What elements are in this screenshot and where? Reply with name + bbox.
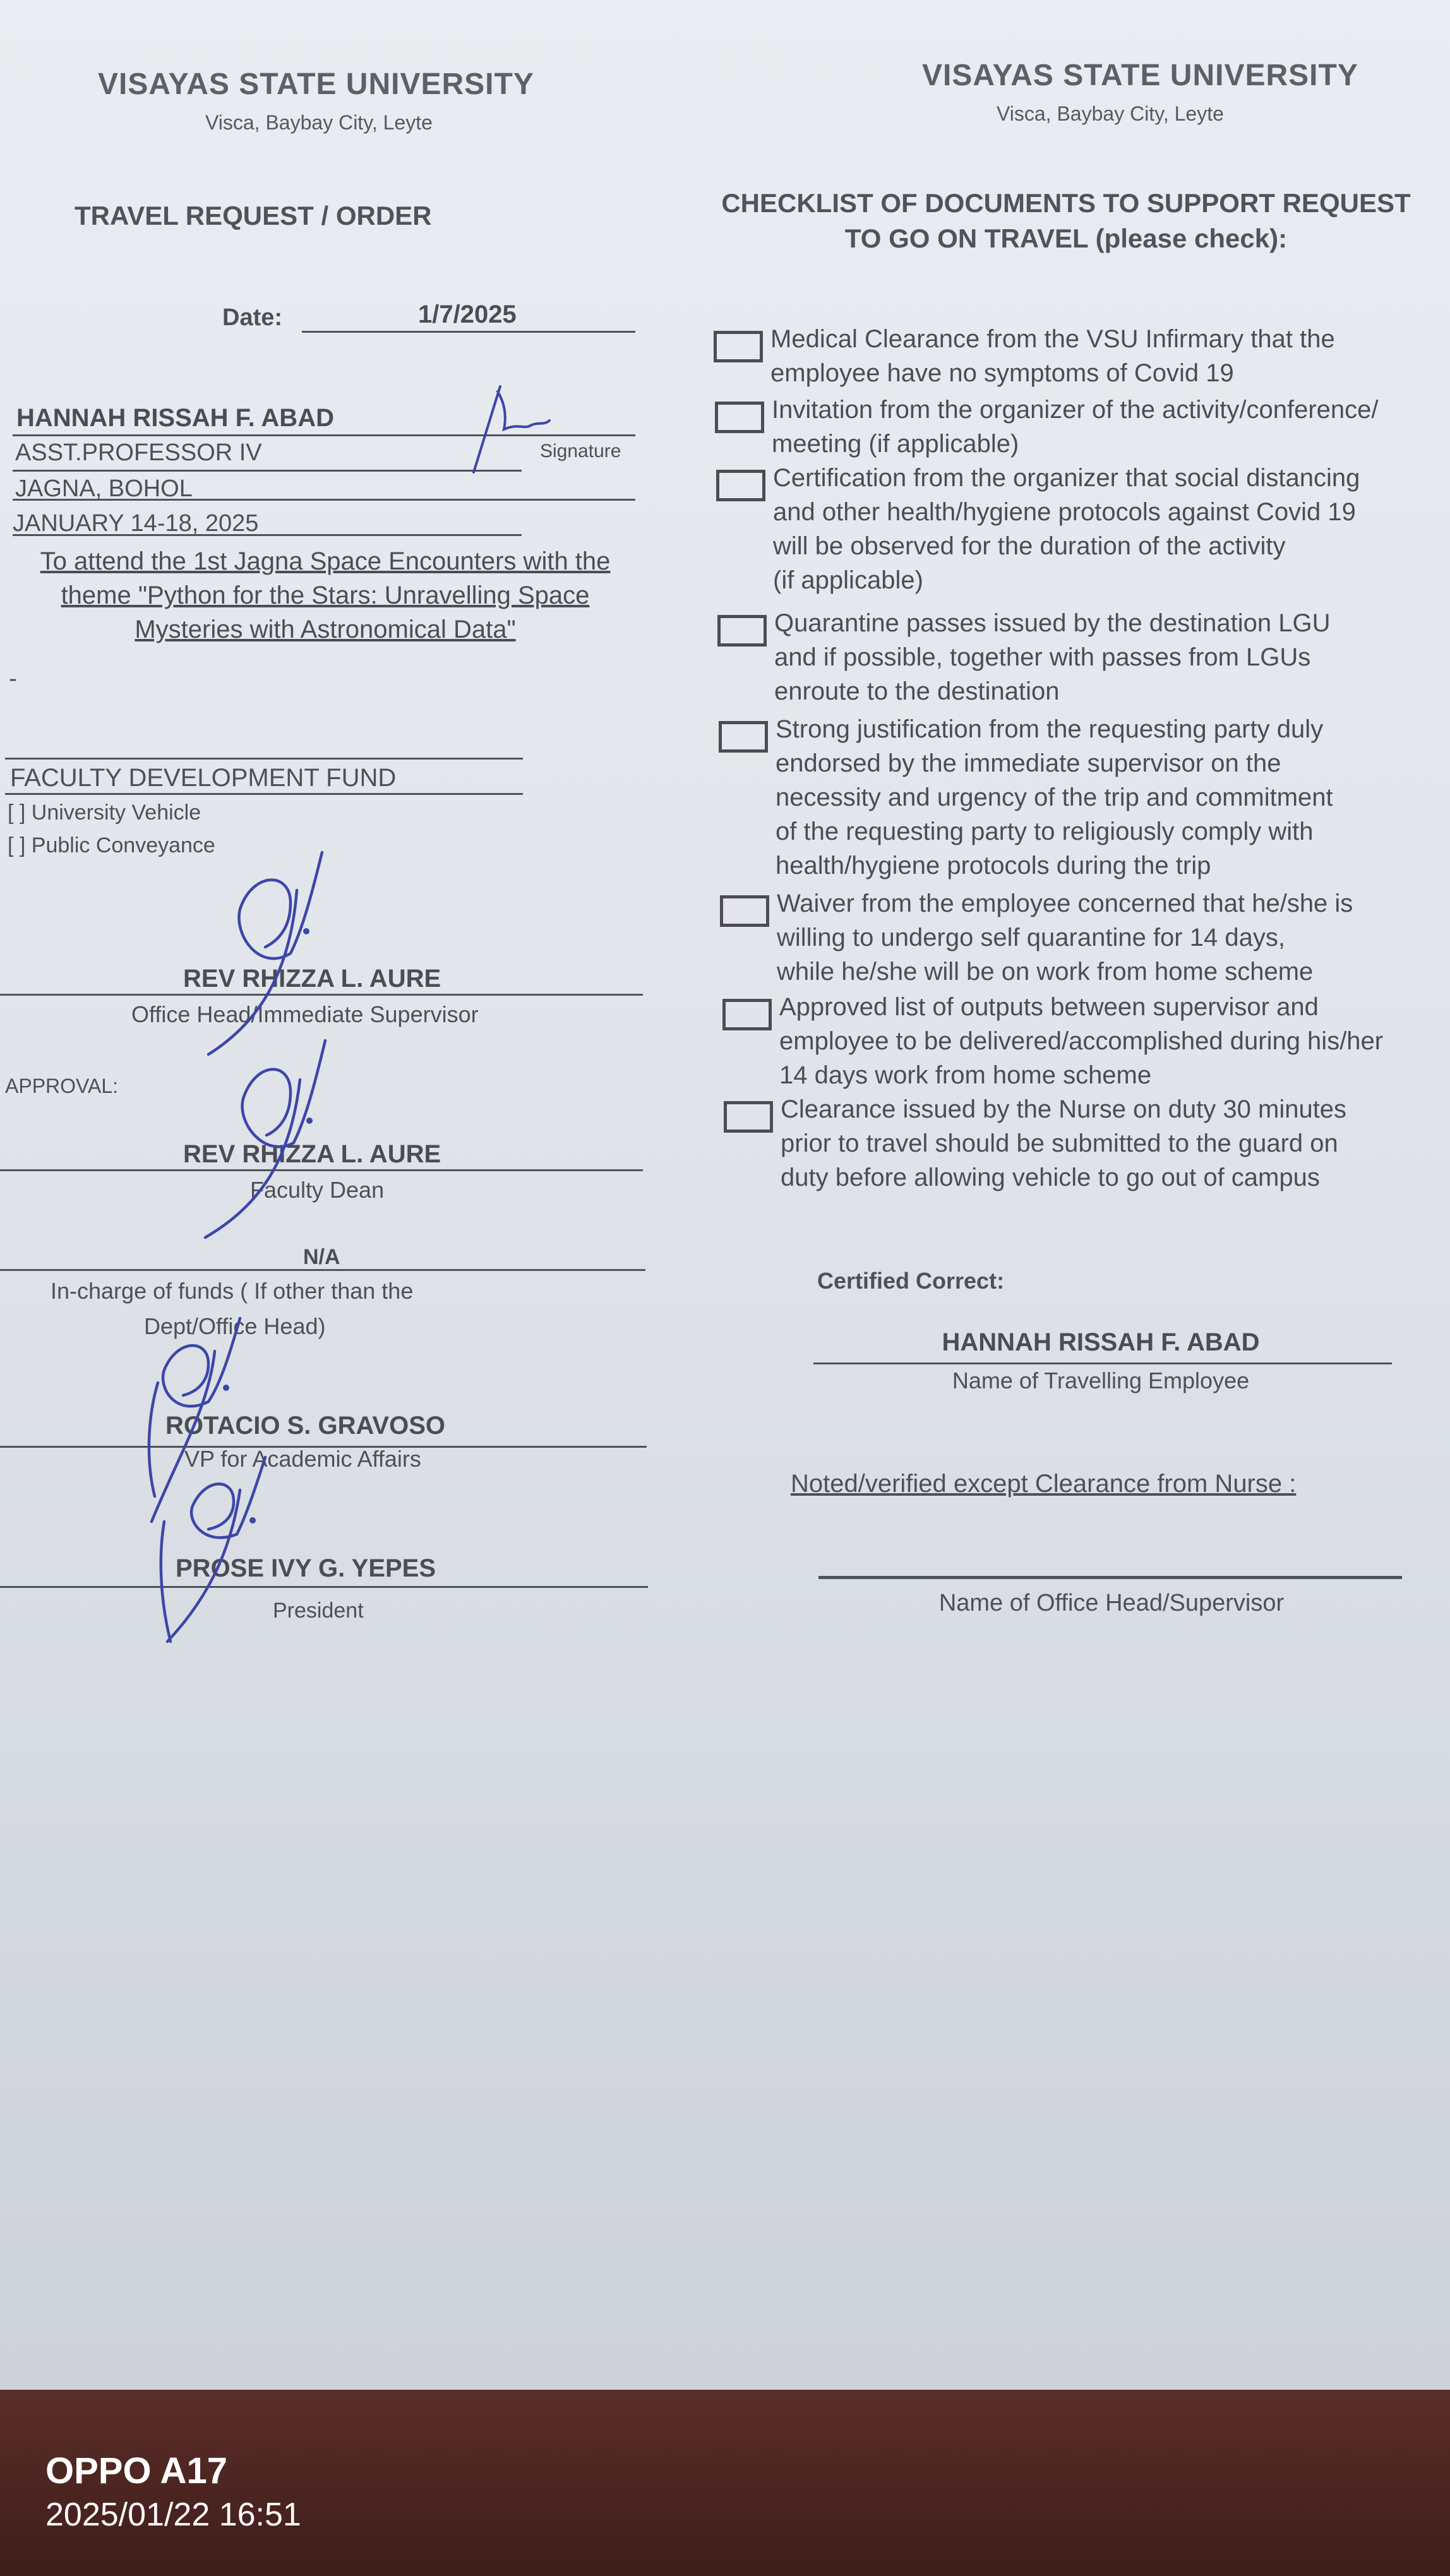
certified-correct-label: Certified Correct: xyxy=(817,1268,1005,1294)
travel-purpose: To attend the 1st Jagna Space Encounters with the theme "Python for the Stars: Unravelling Space Mysteries with Astronomical Data" xyxy=(40,547,611,643)
dash-mark: - xyxy=(9,665,17,692)
vehicle-option-university: [ ] University Vehicle xyxy=(8,801,201,825)
checklist-item-text: Approved list of outputs between supervisor and xyxy=(779,993,1319,1021)
employee-name: HANNAH RISSAH F. ABAD xyxy=(16,404,334,432)
checklist-item-text: will be observed for the duration of the activity xyxy=(773,532,1286,560)
right-university-address: Visca, Baybay City, Leyte xyxy=(997,102,1224,125)
camera-timestamp: 2025/01/22 16:51 xyxy=(45,2496,301,2533)
approval-label: APPROVAL: xyxy=(5,1075,119,1097)
checklist-item-text: Clearance issued by the Nurse on duty 30 minutes xyxy=(781,1095,1347,1123)
office-head-line xyxy=(818,1576,1402,1579)
date-label: Date: xyxy=(222,304,283,331)
checklist-item-text: Certification from the organizer that social distancing xyxy=(773,464,1360,492)
checklist-item-text: and if possible, together with passes from LGUs xyxy=(774,643,1311,671)
checklist-item-text: willing to undergo self quarantine for 14 days, xyxy=(777,924,1285,951)
checklist-item-text: employee have no symptoms of Covid 19 xyxy=(770,359,1234,387)
president-signature-image xyxy=(145,1452,284,1654)
checklist-checkbox[interactable] xyxy=(722,999,772,1030)
checklist-checkbox[interactable] xyxy=(714,331,763,362)
checklist-checkbox[interactable] xyxy=(720,895,769,927)
camera-device-label: OPPO A17 xyxy=(45,2450,227,2491)
checklist-item-text: endorsed by the immediate supervisor on the xyxy=(776,749,1281,777)
checklist-item-text: Invitation from the organizer of the activity/conference/ xyxy=(772,396,1379,424)
checklist-item-text: prior to travel should be submitted to the guard on xyxy=(781,1130,1338,1157)
fund-source-line xyxy=(5,793,523,795)
checklist-title-line1: CHECKLIST OF DOCUMENTS TO SUPPORT REQUEST xyxy=(721,188,1411,218)
funds-label-line2: Dept/Office Head) xyxy=(144,1313,326,1339)
destination-line xyxy=(13,499,635,501)
checklist-item-text: employee to be delivered/accomplished during his/her xyxy=(779,1027,1384,1055)
left-university-address: Visca, Baybay City, Leyte xyxy=(205,111,433,134)
checklist-item-text: 14 days work from home scheme xyxy=(779,1061,1152,1089)
checklist-checkbox[interactable] xyxy=(716,470,765,501)
vehicle-option-public: [ ] Public Conveyance xyxy=(8,833,215,857)
checklist-item-text: necessity and urgency of the trip and commitment xyxy=(776,784,1333,811)
checklist-item-text: while he/she will be on work from home scheme xyxy=(777,958,1314,986)
vpaa-title: VP for Academic Affairs xyxy=(184,1446,421,1472)
president-line xyxy=(0,1586,648,1588)
checklist-item-text: Waiver from the employee concerned that he/she is xyxy=(777,890,1353,917)
checklist-item-text: Medical Clearance from the VSU Infirmary that the xyxy=(770,325,1335,353)
dean-name: REV RHIZZA L. AURE xyxy=(183,1140,441,1168)
checklist-item-text: enroute to the destination xyxy=(774,677,1060,705)
funds-value: N/A xyxy=(303,1245,340,1269)
checklist-checkbox[interactable] xyxy=(719,721,768,753)
checklist-item-text: and other health/hygiene protocols against Covid 19 xyxy=(773,498,1356,526)
president-title: President xyxy=(273,1599,364,1623)
checklist-title-line2: TO GO ON TRAVEL (please check): xyxy=(844,224,1288,253)
checklist-item-text: duty before allowing vehicle to go out of campus xyxy=(781,1164,1320,1191)
traveller-caption: Name of Travelling Employee xyxy=(952,1368,1250,1393)
date-line xyxy=(302,331,635,333)
right-university-name: VISAYAS STATE UNIVERSITY xyxy=(922,59,1358,92)
supervisor-signature-image xyxy=(196,846,341,1061)
checklist-item-text: of the requesting party to religiously comply with xyxy=(776,818,1314,845)
destination: JAGNA, BOHOL xyxy=(15,475,193,502)
dean-title: Faculty Dean xyxy=(250,1177,385,1203)
blank-line xyxy=(5,758,523,760)
checklist-item-text: Strong justification from the requesting party duly xyxy=(776,715,1324,743)
checklist-item-text: meeting (if applicable) xyxy=(772,430,1019,458)
position-line xyxy=(13,470,522,472)
fund-source: FACULTY DEVELOPMENT FUND xyxy=(10,764,397,792)
traveller-line xyxy=(813,1363,1392,1364)
employee-signature-image xyxy=(467,379,568,480)
employee-position: ASST.PROFESSOR IV xyxy=(15,439,262,466)
office-head-caption: Name of Office Head/Supervisor xyxy=(938,1590,1285,1616)
left-university-name: VISAYAS STATE UNIVERSITY xyxy=(98,68,534,101)
supervisor-name: REV RHIZZA L. AURE xyxy=(183,965,441,993)
checklist-checkbox[interactable] xyxy=(715,402,764,433)
supervisor-title: Office Head/Immediate Supervisor xyxy=(131,1001,479,1027)
checklist-item-text: Quarantine passes issued by the destination LGU xyxy=(774,609,1331,637)
dean-signature-image xyxy=(196,1035,341,1244)
checklist-item-text: health/hygiene protocols during the trip xyxy=(776,852,1211,880)
noted-verified-label: Noted/verified except Clearance from Nurse : xyxy=(791,1470,1297,1498)
checklist-checkbox[interactable] xyxy=(724,1101,773,1133)
president-name: PROSE IVY G. YEPES xyxy=(176,1554,436,1582)
checklist-checkbox[interactable] xyxy=(717,615,767,647)
travel-dates-line xyxy=(13,534,522,536)
funds-line xyxy=(0,1269,645,1271)
checklist-item-text: (if applicable) xyxy=(773,566,923,594)
vpaa-name: ROTACIO S. GRAVOSO xyxy=(165,1412,445,1440)
funds-label-line1: In-charge of funds ( If other than the xyxy=(51,1278,414,1304)
date-value: 1/7/2025 xyxy=(418,301,517,328)
travel-dates: JANUARY 14-18, 2025 xyxy=(13,510,259,537)
signature-label: Signature xyxy=(540,441,621,462)
travel-request-title: TRAVEL REQUEST / ORDER xyxy=(75,201,432,230)
traveller-name: HANNAH RISSAH F. ABAD xyxy=(942,1328,1260,1356)
